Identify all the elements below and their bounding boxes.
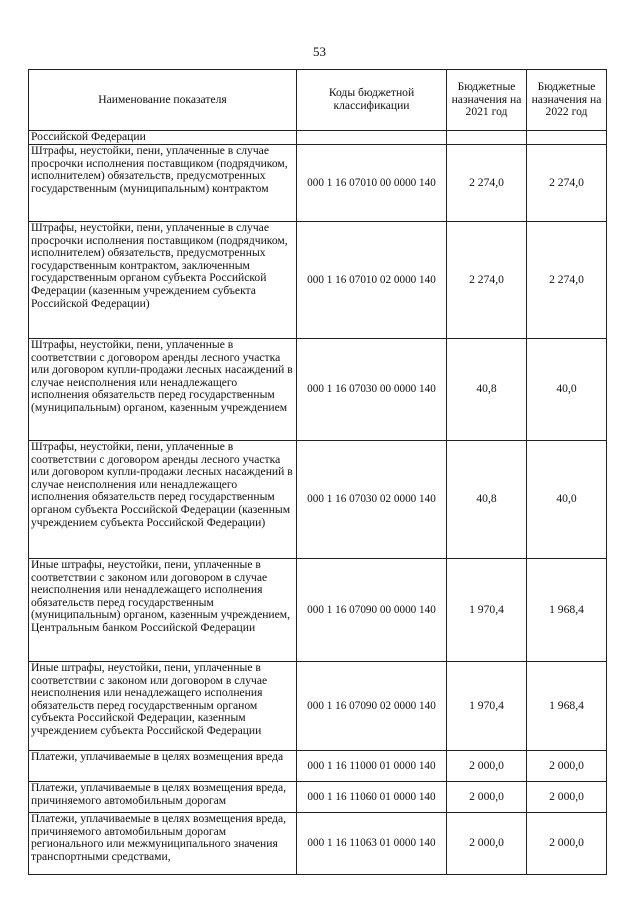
budget-code: 000 1 16 11000 01 0000 140 bbox=[297, 751, 447, 782]
value-2021: 1 970,4 bbox=[447, 662, 527, 751]
table-row bbox=[29, 441, 607, 559]
value-2022: 2 000,0 bbox=[527, 813, 607, 875]
value-2021: 40,8 bbox=[447, 339, 527, 441]
value-2021: 40,8 bbox=[447, 441, 527, 559]
budget-code: 000 1 16 07090 02 0000 140 bbox=[297, 662, 447, 751]
value-2022: 2 274,0 bbox=[527, 222, 607, 339]
table-row bbox=[29, 782, 607, 813]
empty-cell bbox=[527, 131, 607, 145]
table-row bbox=[29, 559, 607, 662]
indicator-name: Платежи, уплачиваемые в целях возмещения вреда, причиняемого автомобильным дорогам bbox=[29, 782, 297, 813]
value-2022: 2 000,0 bbox=[527, 782, 607, 813]
indicator-name: Штрафы, неустойки, пени, уплаченные в соответствии с договором аренды лесного участка или договором купли-продажи лесных насаждений в случае неисполнения или ненадлежащего исполнения обязательств перед государственным органом субъекта Российской Федерации (казенным учреждением субъекта Российской Федерации) bbox=[29, 441, 297, 559]
header-budget-code: Коды бюджетной классификации bbox=[297, 70, 447, 131]
value-2022: 40,0 bbox=[527, 441, 607, 559]
table-row bbox=[29, 662, 607, 751]
table-row bbox=[29, 751, 607, 782]
value-2021: 1 970,4 bbox=[447, 559, 527, 662]
empty-cell bbox=[297, 131, 447, 145]
value-2022: 2 274,0 bbox=[527, 145, 607, 222]
value-2021: 2 000,0 bbox=[447, 813, 527, 875]
indicator-name: Иные штрафы, неустойки, пени, уплаченные в соответствии с законом или договором в случае неисполнения или ненадлежащего исполнения обязательств перед государственным органом субъекта Российской Федерации, казенным учреждением субъекта Российской Федерации bbox=[29, 662, 297, 751]
budget-table bbox=[28, 69, 607, 875]
budget-code: 000 1 16 11060 01 0000 140 bbox=[297, 782, 447, 813]
value-2022: 40,0 bbox=[527, 339, 607, 441]
header-2022: Бюджетные назначения на 2022 год bbox=[527, 70, 607, 131]
indicator-name: Иные штрафы, неустойки, пени, уплаченные в соответствии с законом или договором в случае неисполнения или ненадлежащего исполнения обязательств перед государственным (муниципальным) органом, казенным учреждением, Центральным банком Российской Федерации bbox=[29, 559, 297, 662]
continuation-text: Российской Федерации bbox=[29, 131, 297, 145]
table-row bbox=[29, 813, 607, 875]
value-2021: 2 274,0 bbox=[447, 222, 527, 339]
indicator-name: Штрафы, неустойки, пени, уплаченные в случае просрочки исполнения поставщиком (подрядчиком, исполнителем) обязательств, предусмотренных государственным контрактом, заключенным государственным органом субъекта Российской Федерации (казенным учреждением субъекта Российской Федерации) bbox=[29, 222, 297, 339]
header-2021: Бюджетные назначения на 2021 год bbox=[447, 70, 527, 131]
table-row bbox=[29, 145, 607, 222]
page-number: 53 bbox=[313, 44, 326, 59]
table-row bbox=[29, 339, 607, 441]
indicator-name: Штрафы, неустойки, пени, уплаченные в случае просрочки исполнения поставщиком (подрядчиком, исполнителем) обязательств, предусмотренных государственным (муниципальным) контрактом bbox=[29, 145, 297, 222]
budget-code: 000 1 16 07010 02 0000 140 bbox=[297, 222, 447, 339]
table-header-row bbox=[29, 70, 607, 131]
value-2022: 1 968,4 bbox=[527, 662, 607, 751]
budget-code: 000 1 16 07030 02 0000 140 bbox=[297, 441, 447, 559]
value-2021: 2 274,0 bbox=[447, 145, 527, 222]
empty-cell bbox=[447, 131, 527, 145]
value-2021: 2 000,0 bbox=[447, 782, 527, 813]
value-2022: 1 968,4 bbox=[527, 559, 607, 662]
indicator-name: Платежи, уплачиваемые в целях возмещения вреда, причиняемого автомобильным дорогам регионального или межмуниципального значения транспортными средствами, bbox=[29, 813, 297, 875]
value-2021: 2 000,0 bbox=[447, 751, 527, 782]
table-row bbox=[29, 222, 607, 339]
value-2022: 2 000,0 bbox=[527, 751, 607, 782]
budget-code: 000 1 16 11063 01 0000 140 bbox=[297, 813, 447, 875]
budget-code: 000 1 16 07090 00 0000 140 bbox=[297, 559, 447, 662]
continuation-row bbox=[29, 131, 607, 145]
indicator-name: Платежи, уплачиваемые в целях возмещения вреда bbox=[29, 751, 297, 782]
header-indicator-name: Наименование показателя bbox=[29, 70, 297, 131]
indicator-name: Штрафы, неустойки, пени, уплаченные в соответствии с договором аренды лесного участка или договором купли-продажи лесных насаждений в случае неисполнения или ненадлежащего исполнения обязательств перед государственным (муниципальным) органом, казенным учреждением bbox=[29, 339, 297, 441]
budget-code: 000 1 16 07010 00 0000 140 bbox=[297, 145, 447, 222]
budget-code: 000 1 16 07030 00 0000 140 bbox=[297, 339, 447, 441]
